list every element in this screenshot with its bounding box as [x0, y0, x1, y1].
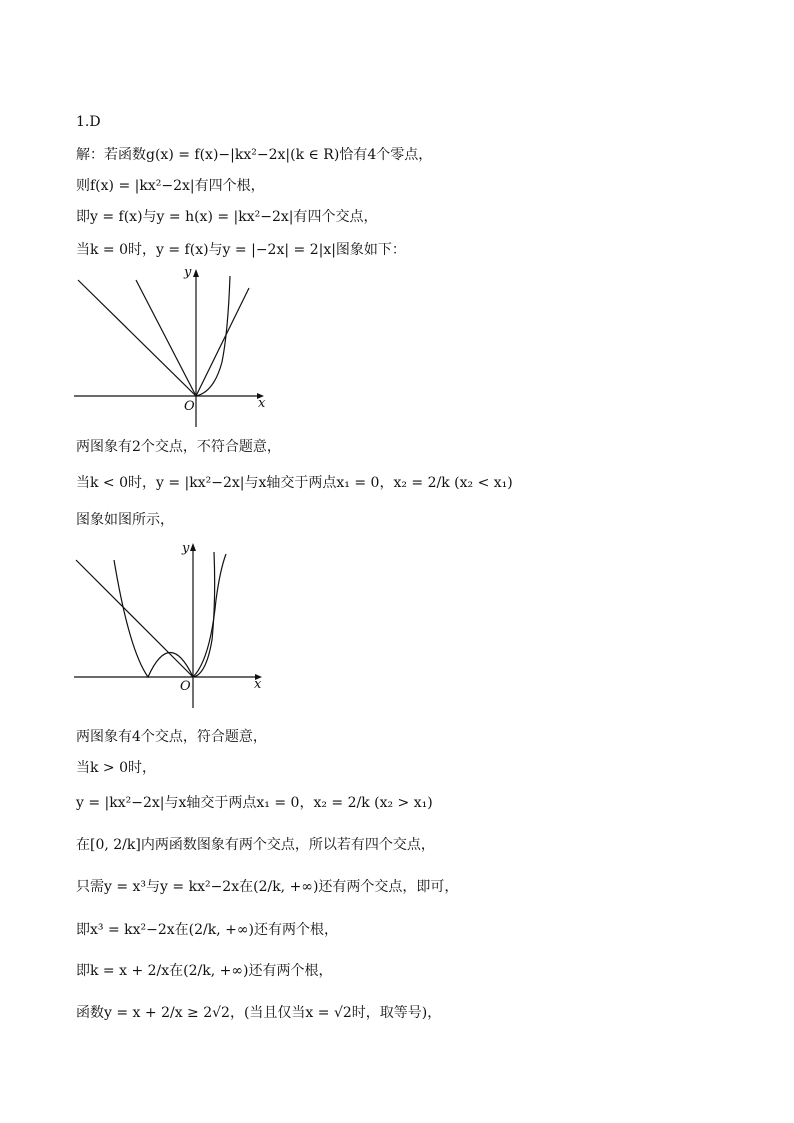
figure-1-steep-line — [136, 280, 196, 396]
figure-1-y-label: y — [184, 265, 192, 280]
figure-1-right-line — [196, 288, 249, 396]
figure-2-x-label: x — [254, 677, 262, 692]
figure-1-left-line — [78, 280, 196, 396]
figure-2-origin-label: O — [180, 679, 191, 694]
figure-1 — [74, 262, 274, 434]
figure-2-svg — [74, 540, 274, 710]
figure-2-line — [76, 560, 193, 677]
solution-line-2: 则f(x) = |kx²−2x|有四个根， — [76, 178, 265, 194]
figure-1-x-label: x — [258, 396, 266, 411]
problem-number: 1.D — [76, 114, 101, 130]
solution-line-15: 函数y = x + 2/x ≥ 2√2，(当且仅当x = √2时，取等号)， — [76, 1005, 442, 1021]
figure-2-y-arrow — [190, 543, 196, 551]
solution-line-7: 图象如图所示， — [76, 512, 174, 528]
solution-line-4: 当k = 0时，y = f(x)与y = |−2x| = 2|x|图象如下： — [76, 242, 406, 258]
figure-1-svg — [74, 262, 274, 430]
solution-line-10: y = |kx²−2x|与x轴交于两点x₁ = 0，x₂ = 2/k (x₂ > x₁) — [76, 795, 433, 811]
solution-line-9: 当k > 0时， — [76, 760, 157, 776]
solution-line-8: 两图象有4个交点，符合题意， — [76, 729, 267, 745]
solution-line-6: 当k < 0时，y = |kx²−2x|与x轴交于两点x₁ = 0，x₂ = 2/k (x₂ < x₁) — [76, 475, 513, 491]
solution-line-14: 即k = x + 2/x在(2/k, +∞)还有两个根， — [76, 963, 333, 979]
solution-line-5: 两图象有2个交点，不符合题意， — [76, 439, 281, 455]
solution-line-1: 解：若函数g(x) = f(x)−|kx²−2x|(k ∈ R)恰有4个零点， — [76, 147, 433, 163]
solution-line-13: 即x³ = kx²−2x在(2/k, +∞)还有两个根， — [76, 922, 338, 938]
solution-line-11: 在[0, 2/k]内两函数图象有两个交点，所以若有四个交点， — [76, 837, 435, 853]
figure-2-y-label: y — [182, 541, 190, 556]
solution-line-3: 即y = f(x)与y = h(x) = |kx²−2x|有四个交点， — [76, 209, 378, 225]
figure-2 — [74, 540, 274, 714]
figure-1-y-arrow — [193, 269, 199, 277]
solution-line-12: 只需y = x³与y = kx²−2x在(2/k, +∞)还有两个交点，即可， — [76, 879, 459, 895]
figure-1-origin-label: O — [184, 399, 195, 414]
